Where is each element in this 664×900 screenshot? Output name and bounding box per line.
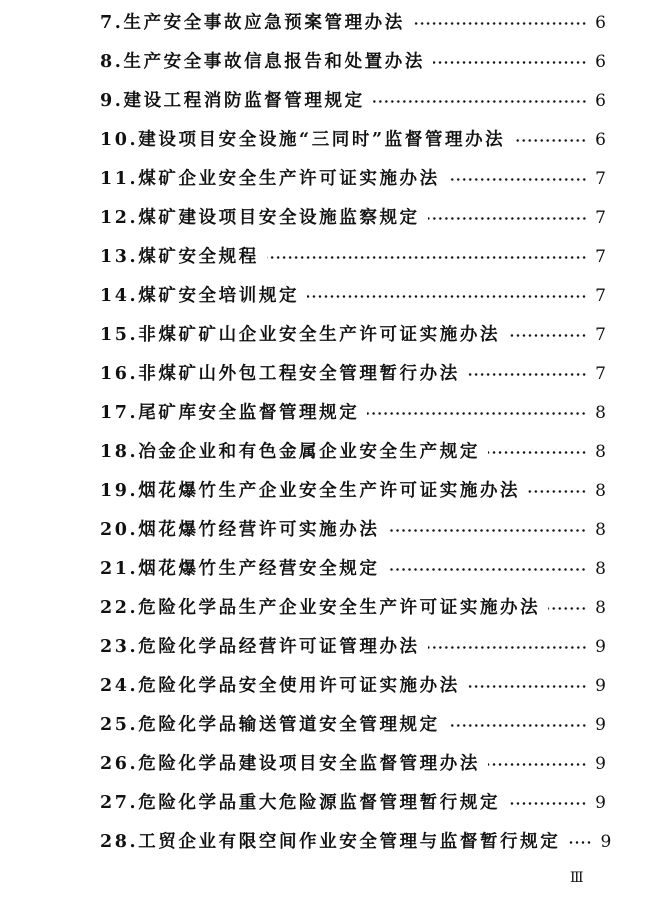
toc-entry-title: 16.非煤矿山外包工程安全管理暂行办法	[100, 363, 460, 384]
dot-leader	[448, 724, 587, 727]
toc-entry-page: 7	[595, 364, 606, 384]
toc-entry-page: 9	[595, 676, 606, 696]
toc-entry[interactable]	[0, 238, 664, 277]
toc-entry-page: 8	[595, 559, 606, 579]
table-of-contents	[0, 4, 664, 862]
dot-leader	[508, 802, 587, 805]
toc-entry[interactable]	[0, 589, 664, 628]
toc-entry[interactable]	[0, 199, 664, 238]
dot-leader	[468, 685, 587, 688]
dot-leader	[548, 607, 587, 610]
toc-entry-page: 6	[595, 52, 606, 72]
toc-entry[interactable]	[0, 433, 664, 472]
dot-leader	[513, 139, 587, 142]
toc-entry-title: 28.工贸企业有限空间作业安全管理与监督暂行规定	[100, 831, 561, 852]
toc-entry[interactable]	[0, 121, 664, 160]
dot-leader	[433, 61, 587, 64]
dot-leader	[528, 490, 587, 493]
toc-entry[interactable]	[0, 4, 664, 43]
dot-leader	[267, 256, 587, 259]
toc-entry[interactable]	[0, 82, 664, 121]
toc-entry-page: 9	[595, 793, 606, 813]
toc-entry-title: 27.危险化学品重大危险源监督管理暂行规定	[100, 792, 501, 813]
toc-entry-page: 9	[595, 715, 606, 735]
dot-leader	[373, 100, 587, 103]
dot-leader	[568, 841, 592, 844]
toc-entry-title: 22.危险化学品生产企业安全生产许可证实施办法	[100, 597, 541, 618]
toc-entry-page: 9	[595, 637, 606, 657]
toc-entry[interactable]	[0, 667, 664, 706]
toc-entry[interactable]	[0, 43, 664, 82]
dot-leader	[413, 22, 587, 25]
toc-entry-title: 18.冶金企业和有色金属企业安全生产规定	[100, 441, 480, 462]
toc-entry-page: 7	[595, 247, 606, 267]
toc-entry[interactable]	[0, 277, 664, 316]
toc-entry-page: 6	[595, 13, 606, 33]
toc-entry-page: 8	[595, 403, 606, 423]
toc-entry[interactable]	[0, 745, 664, 784]
toc-entry-page: 6	[595, 91, 606, 111]
toc-entry-title: 9.建设工程消防监督管理规定	[100, 90, 365, 111]
toc-entry-title: 11.煤矿企业安全生产许可证实施办法	[100, 168, 440, 189]
toc-entry-page: 9	[595, 754, 606, 774]
toc-entry-page: 7	[595, 286, 606, 306]
toc-entry-title: 14.煤矿安全培训规定	[100, 285, 300, 306]
toc-entry-page: 8	[595, 520, 606, 540]
toc-entry[interactable]	[0, 511, 664, 550]
toc-entry-title: 26.危险化学品建设项目安全监督管理办法	[100, 753, 480, 774]
toc-entry-title: 25.危险化学品输送管道安全管理规定	[100, 714, 440, 735]
dot-leader	[367, 412, 587, 415]
dot-leader	[488, 451, 587, 454]
toc-entry-title: 13.煤矿安全规程	[100, 246, 259, 267]
toc-entry-title: 15.非煤矿矿山企业安全生产许可证实施办法	[100, 324, 501, 345]
toc-entry-title: 19.烟花爆竹生产企业安全生产许可证实施办法	[100, 480, 521, 501]
toc-entry-title: 7.生产安全事故应急预案管理办法	[100, 12, 405, 33]
dot-leader	[307, 295, 587, 298]
toc-entry-title: 12.煤矿建设项目安全设施监察规定	[100, 207, 420, 228]
toc-entry-title: 21.烟花爆竹生产经营安全规定	[100, 558, 380, 579]
toc-entry[interactable]	[0, 316, 664, 355]
dot-leader	[488, 763, 587, 766]
toc-entry[interactable]	[0, 550, 664, 589]
toc-entry-page: 8	[595, 481, 606, 501]
toc-entry[interactable]	[0, 472, 664, 511]
toc-entry-page: 8	[595, 598, 606, 618]
toc-entry-page: 7	[595, 325, 606, 345]
toc-entry-page: 7	[595, 169, 606, 189]
toc-entry-title: 20.烟花爆竹经营许可实施办法	[100, 519, 380, 540]
dot-leader	[448, 178, 587, 181]
toc-entry-page: 7	[595, 208, 606, 228]
toc-entry[interactable]	[0, 628, 664, 667]
dot-leader	[468, 373, 587, 376]
toc-entry[interactable]	[0, 706, 664, 745]
dot-leader	[428, 646, 587, 649]
toc-entry-title: 24.危险化学品安全使用许可证实施办法	[100, 675, 460, 696]
toc-entry-page: 8	[595, 442, 606, 462]
toc-entry[interactable]	[0, 160, 664, 199]
dot-leader	[387, 568, 587, 571]
toc-entry[interactable]	[0, 394, 664, 433]
toc-entry-page: 9	[600, 832, 612, 852]
page-number: Ⅲ	[570, 870, 584, 886]
toc-entry-page: 6	[595, 130, 606, 150]
dot-leader	[508, 334, 587, 337]
toc-entry-title: 23.危险化学品经营许可证管理办法	[100, 636, 420, 657]
toc-entry[interactable]	[0, 784, 664, 823]
toc-entry[interactable]	[0, 823, 664, 862]
toc-entry-title: 17.尾矿库安全监督管理规定	[100, 402, 360, 423]
toc-entry-title: 8.生产安全事故信息报告和处置办法	[100, 51, 425, 72]
toc-entry[interactable]	[0, 355, 664, 394]
dot-leader	[387, 529, 587, 532]
toc-entry-title: 10.建设项目安全设施“三同时”监督管理办法	[100, 129, 506, 150]
dot-leader	[428, 217, 587, 220]
